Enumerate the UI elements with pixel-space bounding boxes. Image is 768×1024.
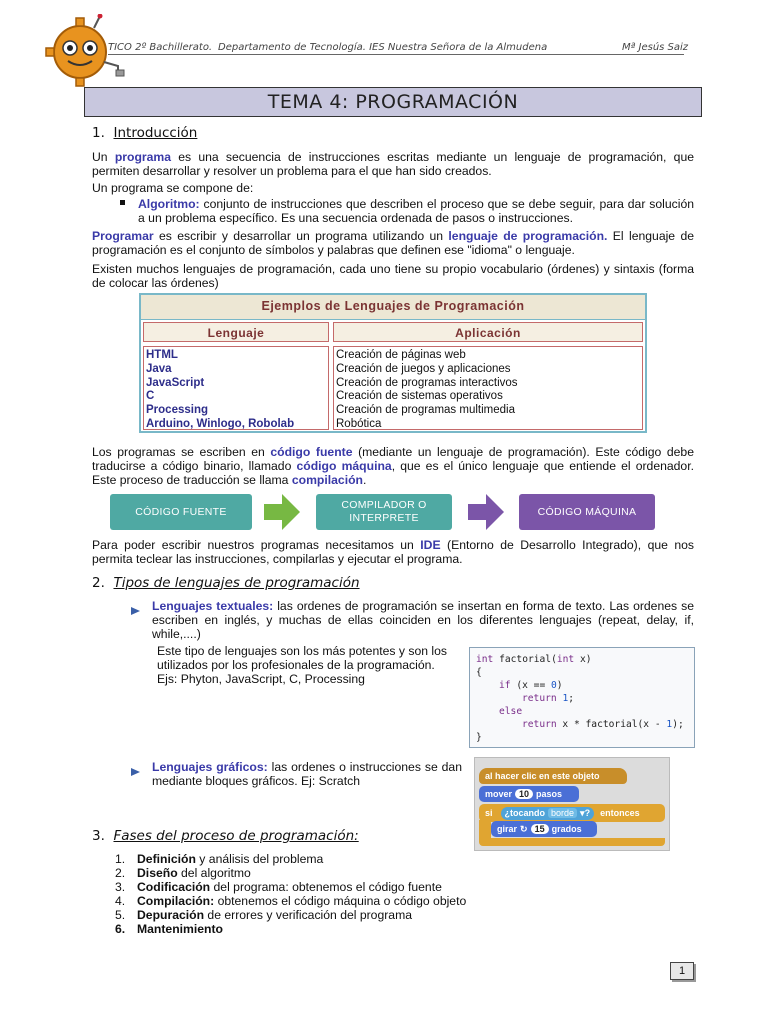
rotate-icon: ↻ xyxy=(520,823,528,834)
list-item: 4. Compilación: obtenemos el código máquina o código objeto xyxy=(115,894,467,908)
scratch-turn-block: girar ↻ 15 grados xyxy=(491,821,597,837)
list-item: 5. Depuración de errores y verificación del programa xyxy=(115,908,413,922)
paragraph-compone: Un programa se compone de: xyxy=(92,181,254,195)
table-caption: Ejemplos de Lenguajes de Programación xyxy=(141,295,645,320)
section-1-heading: 1. Introducción xyxy=(92,125,198,141)
list-item: 1. Definición y análisis del problema xyxy=(115,852,324,866)
table-cell-app: Creación de programas interactivos xyxy=(336,376,518,389)
paragraph-graficos: Lenguajes gráficos: las ordenes o instrucciones se dan mediante bloques gráficos. Ej: Scratch xyxy=(152,760,462,788)
scratch-example xyxy=(474,757,670,851)
section-2-heading: 2. Tipos de lenguajes de programación xyxy=(92,575,360,591)
flow-compilador: COMPILADOR O INTERPRETE xyxy=(316,494,452,530)
header-rule xyxy=(108,54,684,55)
scratch-move-block: mover 10 pasos xyxy=(479,786,579,802)
table-app-column xyxy=(333,346,643,430)
flow-arrow-icon xyxy=(468,494,504,535)
code-example-box xyxy=(469,647,695,748)
header-department: Departamento de Tecnología. IES Nuestra Señora de la Almudena xyxy=(218,42,548,53)
table-cell-lang: Java xyxy=(146,362,172,375)
triangle-bullet-icon xyxy=(131,603,141,621)
header-course: TICO 2º Bachillerato. xyxy=(108,42,213,53)
page-number: 1 xyxy=(670,962,694,980)
code-line: int factorial(int x) xyxy=(476,654,592,665)
table-cell-lang: Arduino, Winlogo, Robolab xyxy=(146,417,295,430)
triangle-bullet-icon xyxy=(131,764,141,782)
list-item: 3. Codificación del programa: obtenemos el código fuente xyxy=(115,880,442,894)
scratch-hat-block: al hacer clic en este objeto xyxy=(479,768,627,784)
table-lang-column xyxy=(143,346,329,430)
paragraph-textuales: Lenguajes textuales: las ordenes de programación se insertan en forma de texto. Las ordenes se escriben en inglés, y muchas de ellas coinciden en los diferentes lenguajes (repeat, delay, if, while,....) xyxy=(152,599,694,641)
code-line: if (x == 0) xyxy=(499,680,563,691)
table-cell-lang: HTML xyxy=(146,349,178,361)
header-author: Mª Jesús Saiz xyxy=(622,42,689,53)
languages-table xyxy=(139,293,647,433)
code-line: } xyxy=(476,732,482,743)
paragraph-textuales-more: Este tipo de lenguajes son los más potentes y son los utilizados por los profesionales de la programación. Ejs: Phyton, JavaScript, C, Processing xyxy=(157,644,447,686)
list-item: 2. Diseño del algoritmo xyxy=(115,866,251,880)
page-title: TEMA 4: PROGRAMACIÓN xyxy=(84,87,702,117)
flow-codigo-maquina: CÓDIGO MÁQUINA xyxy=(519,494,655,530)
table-cell-app: Creación de páginas web xyxy=(336,349,466,361)
table-header-aplicacion: Aplicación xyxy=(333,322,643,342)
table-cell-app: Creación de sistemas operativos xyxy=(336,390,503,403)
scratch-if-bottom xyxy=(479,838,665,846)
bullet-square-icon xyxy=(120,200,125,205)
paragraph-programa: Un programa es una secuencia de instrucciones escritas mediante un lenguaje de programación, que permiten desarrollar y resolver un problema para el que han sido creados. xyxy=(92,150,695,178)
scratch-if-block: si ¿tocando borde ▾ ? entonces xyxy=(479,804,665,822)
phases-list xyxy=(115,852,635,936)
flow-codigo-fuente: CÓDIGO FUENTE xyxy=(110,494,252,530)
table-cell-lang: JavaScript xyxy=(146,376,205,389)
code-line: return x * factorial(x - 1); xyxy=(522,719,684,730)
list-item: 6. Mantenimiento xyxy=(115,922,223,936)
table-cell-lang: Processing xyxy=(146,404,208,417)
table-cell-app: Creación de juegos y aplicaciones xyxy=(336,362,511,375)
flow-arrow-icon xyxy=(264,494,300,535)
bullet-algoritmo: Algoritmo: conjunto de instrucciones que describen el proceso que se debe seguir, para dar solución a un problema específico. Es una secuencia ordenada de pasos o instrucciones. xyxy=(138,197,694,225)
code-line: { xyxy=(476,667,482,678)
paragraph-programar: Programar es escribir y desarrollar un programa utilizando un lenguaje de programación. El lenguaje de programación es el conjunto de símbolos y palabras que definen ese "idioma" o lenguaje. xyxy=(92,229,694,257)
table-cell-app: Robótica xyxy=(336,417,382,430)
code-line: return 1; xyxy=(522,693,574,704)
paragraph-existen: Existen muchos lenguajes de programación, cada uno tiene su propio vocabulario (órdenes) y sintaxis (forma de colocar las órdenes) xyxy=(92,262,694,290)
dropdown-arrow-icon: ▾ xyxy=(580,807,585,818)
table-cell-app: Creación de programas multimedia xyxy=(336,404,515,417)
paragraph-codigo-fuente: Los programas se escriben en código fuente (mediante un lenguaje de programación). Este código debe traducirse a código binario, llamado código máquina, que es el único lenguaje que entiende el ordenador. Este proceso de traducción se llama compilación. xyxy=(92,445,694,487)
paragraph-ide: Para poder escribir nuestros programas necesitamos un IDE (Entorno de Desarrollo Integrado), que nos permita teclear las instrucciones, compilarlas y ejecutar el programa. xyxy=(92,538,694,566)
code-line: else xyxy=(499,706,523,717)
table-header-lenguaje: Lenguaje xyxy=(143,322,329,342)
section-3-heading: 3. Fases del proceso de programación: xyxy=(92,828,359,844)
table-cell-lang: C xyxy=(146,390,155,403)
